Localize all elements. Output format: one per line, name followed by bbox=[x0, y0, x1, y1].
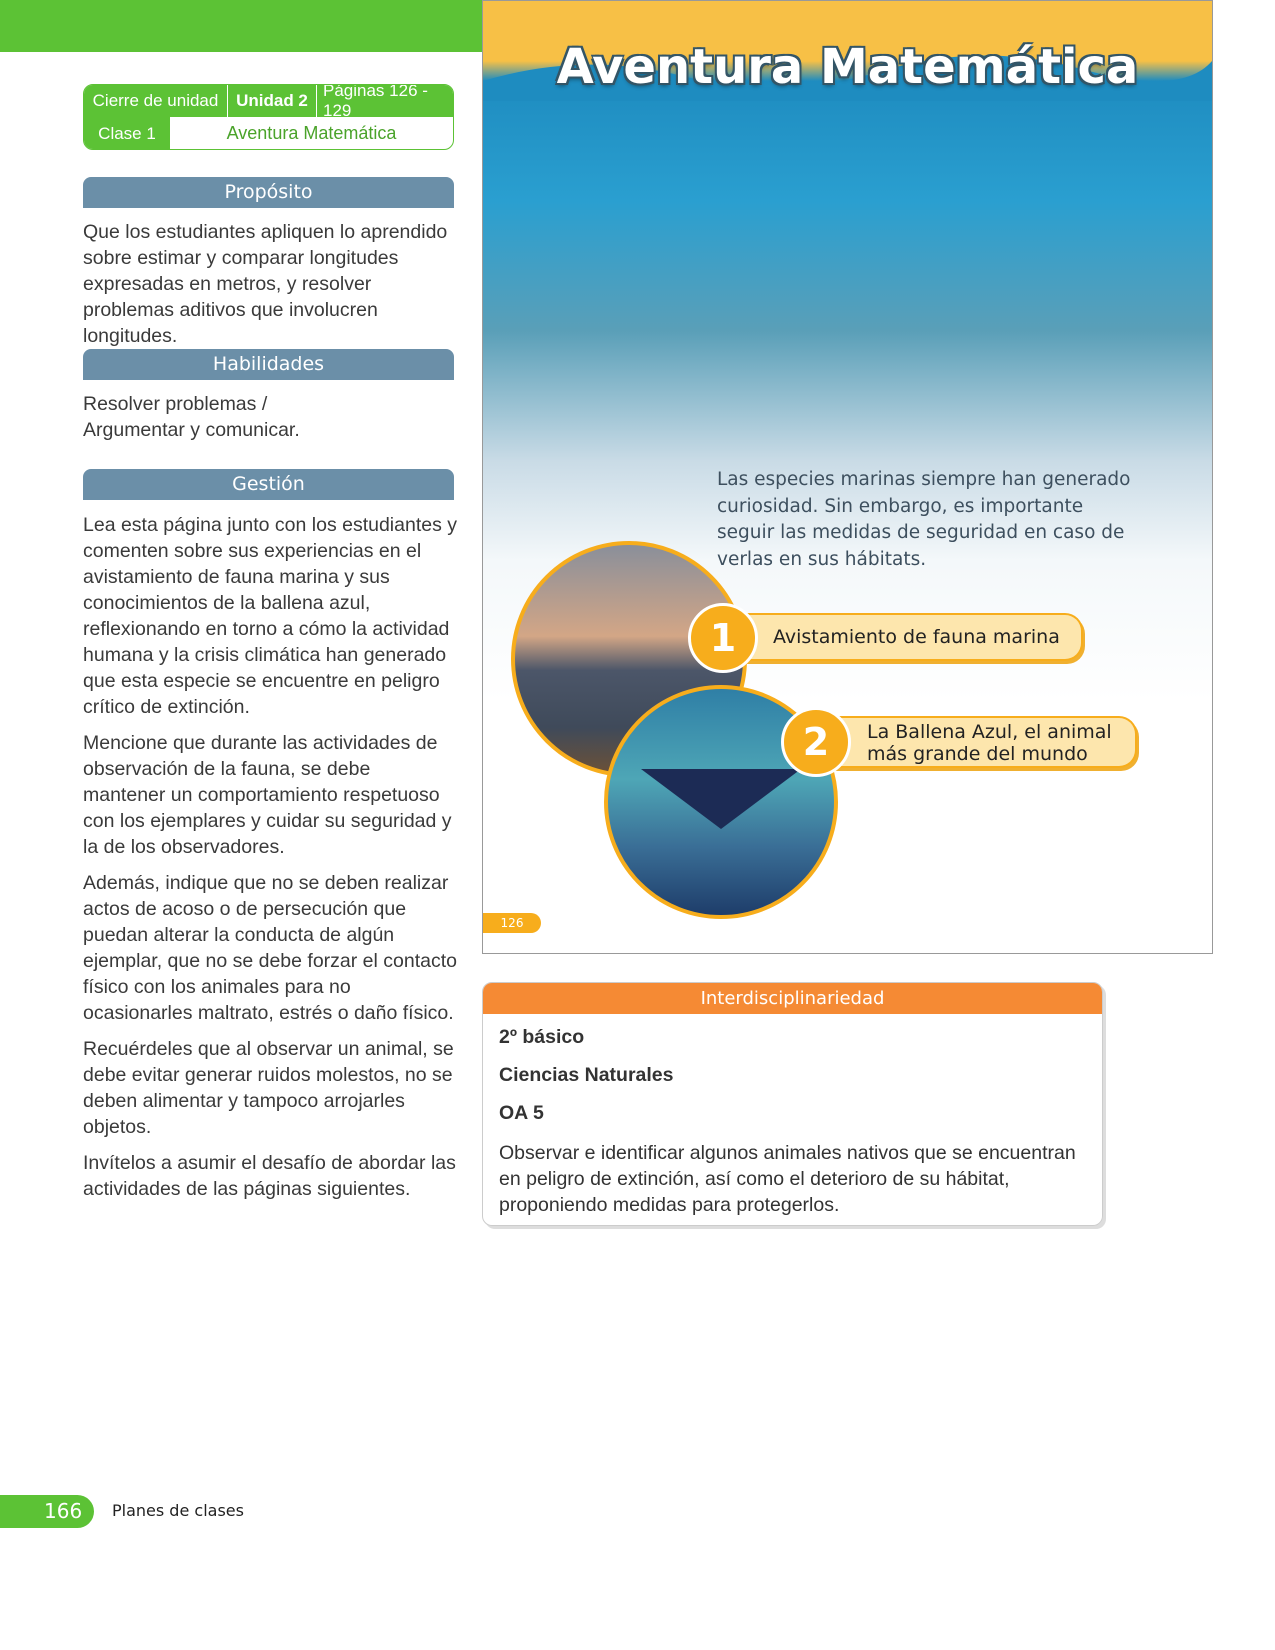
lesson-header bbox=[83, 84, 454, 150]
cierre-label: Cierre de unidad bbox=[84, 85, 228, 117]
gestion-paragraph: Además, indique que no se deben realizar actos de acoso o de persecución que puedan alterar la conducta de algún ejemplar, que no se debe forzar el contacto físico con los animales para no ocasionarles maltrato, estrés o daño físico. bbox=[83, 872, 457, 1024]
interdisciplinariedad-heading: Interdisciplinariedad bbox=[483, 983, 1102, 1014]
gestion-paragraph: Invítelos a asumir el desafío de abordar las actividades de las páginas siguientes. bbox=[83, 1152, 456, 1200]
footer-label: Planes de clases bbox=[112, 1501, 244, 1520]
proposito-heading: Propósito bbox=[83, 177, 454, 208]
item-2-label-line2: más grande del mundo bbox=[867, 743, 1088, 765]
item-1-pill bbox=[723, 613, 1083, 661]
student-page-intro: Las especies marinas siempre han generado curiosidad. Sin embargo, es importante seguir las medidas de seguridad en caso de verlas en sus hábitats. bbox=[717, 469, 1131, 570]
gestion-text bbox=[83, 512, 458, 1212]
proposito-text bbox=[83, 219, 463, 359]
gestion-paragraph: Mencione que durante las actividades de observación de la fauna, se debe mantener un comportamiento respetuoso con los ejemplares y cuidar su seguridad y la de los observadores. bbox=[83, 732, 452, 858]
gestion-paragraph: Lea esta página junto con los estudiantes y comenten sobre sus experiencias en el avistamiento de fauna marina y sus conocimientos de la ballena azul, reflexionando en torno a cómo la actividad humana y la crisis climática han generado que esta especie se encuentre en peligro crítico de extinción. bbox=[83, 514, 458, 718]
subject: Ciencias Naturales bbox=[499, 1064, 674, 1086]
oa-description: Observar e identificar algunos animales nativos que se encuentran en peligro de extinción, así como el deterioro de su hábitat, proponiendo medidas para protegerlos. bbox=[499, 1142, 1076, 1216]
item-1-number: 1 bbox=[688, 603, 758, 673]
student-page-number: 126 bbox=[483, 913, 541, 933]
habilidades-text bbox=[83, 391, 463, 443]
gestion-paragraph: Recuérdeles que al observar un animal, se debe evitar generar ruidos molestos, no se deben alimentar y tampoco arrojarles objetos. bbox=[83, 1038, 454, 1138]
habilidad-2: Argumentar y comunicar. bbox=[83, 419, 300, 441]
student-page-title: Aventura Matemática bbox=[556, 39, 1139, 95]
oa-code: OA 5 bbox=[499, 1102, 544, 1124]
lesson-title: Aventura Matemática bbox=[226, 123, 397, 143]
item-2-label-line1: La Ballena Azul, el animal bbox=[867, 721, 1112, 743]
habilidades-heading: Habilidades bbox=[83, 349, 454, 380]
unidad-label: Unidad 2 bbox=[228, 85, 317, 117]
grade: 2º básico bbox=[499, 1026, 585, 1048]
proposito-paragraph: Que los estudiantes apliquen lo aprendido sobre estimar y comparar longitudes expresadas en metros, y resolver problemas aditivos que involucren longitudes. bbox=[83, 221, 448, 347]
paginas-label: Páginas 126 - 129 bbox=[323, 84, 428, 120]
top-bar bbox=[0, 0, 482, 52]
item-2-pill bbox=[817, 716, 1137, 768]
item-2-number: 2 bbox=[781, 707, 851, 777]
student-page-image bbox=[482, 0, 1213, 954]
item-1-label: Avistamiento de fauna marina bbox=[773, 626, 1060, 648]
clase-label: Clase 1 bbox=[84, 117, 170, 150]
interdisciplinariedad-box bbox=[482, 982, 1103, 1226]
habilidad-1: Resolver problemas / bbox=[83, 393, 268, 415]
page-number: 166 bbox=[0, 1495, 94, 1528]
gestion-heading: Gestión bbox=[83, 469, 454, 500]
